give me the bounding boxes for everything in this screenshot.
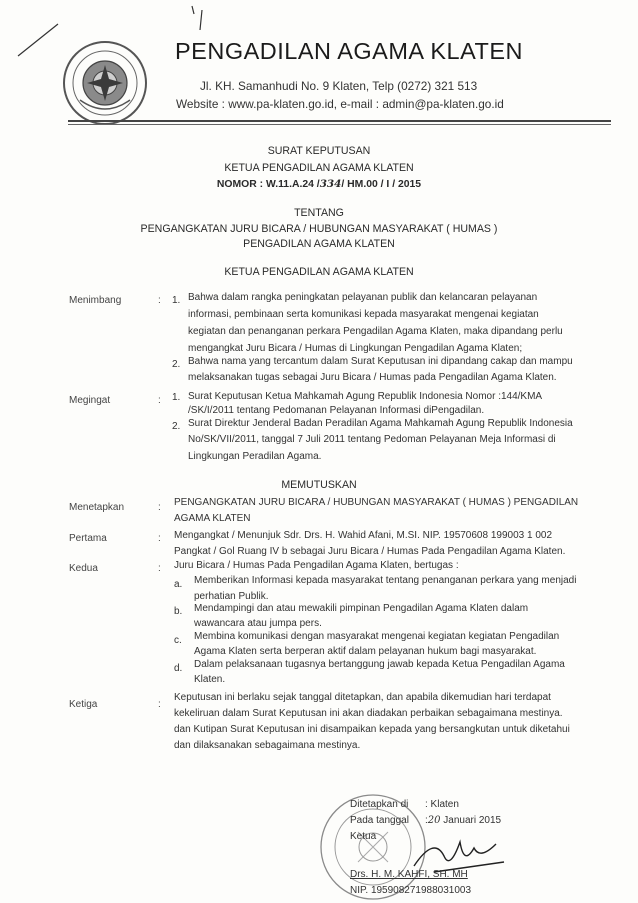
menimbang-item-2-line-1: Bahwa nama yang tercantum dalam Surat Keputusan ini dipandang cakap dan mampu [188, 356, 573, 367]
kedua-a-line-1: Memberikan Informasi kepada masyarakat tentang penanganan perkara yang menjadi [194, 575, 577, 586]
mengingat-item-2-line-1: Surat Direktur Jenderal Badan Peradilan Agama Mahkamah Agung Republik Indonesia [188, 418, 573, 429]
pertama-line-1: Mengangkat / Menunjuk Sdr. Drs. H. Wahid Afani, M.SI. NIP. 19570608 199003 1 002 [174, 530, 553, 541]
menetapkan-line-2: AGAMA KLATEN [174, 513, 251, 524]
handwritten-day: 20 [427, 815, 441, 826]
mengingat-item-2-line-3: Lingkungan Peradilan Agama. [188, 451, 322, 462]
menimbang-item-1-line-1: Bahwa dalam rangka peningkatan pelayanan publik dan kelancaran pelayanan [188, 292, 538, 303]
menimbang-item-2-number: 2. [172, 359, 181, 370]
mengingat-item-1-line-2: /SK/I/2011 tentang Pedomanan Pelayanan Informasi diPengadilan. [188, 405, 485, 416]
mengingat-item-1-number: 1. [172, 392, 181, 403]
ketiga-label: Ketiga [69, 699, 98, 710]
kedua-c-marker: c. [174, 635, 182, 646]
header-rule-thin [68, 124, 611, 125]
pen-stroke-mark-top [188, 4, 208, 34]
decree-subject-line-2: PENGADILAN AGAMA KLATEN [243, 238, 395, 250]
court-title: PENGADILAN AGAMA KLATEN [175, 38, 524, 64]
court-seal [62, 40, 148, 126]
kedua-colon: : [158, 563, 161, 574]
signer-name: Drs. H. M. KAHFI, SH. MH [350, 869, 468, 880]
kedua-c-line-2: Agama Klaten serta berperan aktif dalam pelayanan hukum bagi masyarakat. [194, 646, 537, 657]
menetapkan-line-1: PENGANGKATAN JURU BICARA / HUBUNGAN MASYARAKAT ( HUMAS ) PENGADILAN [174, 497, 579, 508]
menimbang-item-1-line-4: mengangkat Juru Bicara / Humas di Lingkungan Pengadilan Agama Klaten; [188, 343, 523, 354]
menimbang-item-1-line-2: informasi, pembinaan serta komunikasi kepada masyarakat mengenai kegiatan [188, 309, 539, 320]
ketua-sign-label: Ketua [350, 831, 377, 842]
ditetapkan-value: : Klaten [425, 799, 459, 810]
signer-nip: NIP. 195908271988031003 [350, 885, 472, 896]
menetapkan-colon: : [158, 502, 161, 513]
kedua-b-line-2: wawancara atau jumpa pers. [194, 618, 322, 629]
decree-number: NOMOR : W.11.A.24 /334/ HM.00 / I / 2015 [216, 178, 422, 190]
ketiga-colon: : [158, 699, 161, 710]
mengingat-item-2-number: 2. [172, 421, 181, 432]
pertama-label: Pertama [69, 533, 107, 544]
menetapkan-label: Menetapkan [69, 502, 125, 513]
header-rule-thick [68, 120, 611, 122]
kedua-a-line-2: perhatian Publik. [194, 591, 269, 602]
ditetapkan-label: Ditetapkan di [350, 799, 409, 810]
kedua-c-line-1: Membina komunikasi dengan masyarakat mengenai kegiatan kegiatan Pengadilan [194, 631, 560, 642]
menimbang-colon: : [158, 295, 161, 306]
court-address: Jl. KH. Samanhudi No. 9 Klaten, Telp (0272) 321 513 [200, 79, 478, 93]
mengingat-item-2-line-2: No/SK/VII/2011, tanggal 7 Juli 2011 tentang Pedoman Pelayanan Meja Informasi di [188, 434, 556, 445]
decree-issuer: KETUA PENGADILAN AGAMA KLATEN [224, 162, 414, 174]
handwritten-number: 334 [319, 178, 342, 190]
ketiga-line-1: Keputusan ini berlaku sejak tanggal ditetapkan, dan apabila dikemudian hari terdapat [174, 692, 551, 703]
menimbang-item-1-number: 1. [172, 295, 181, 306]
decree-subject-line-1: PENGANGKATAN JURU BICARA / HUBUNGAN MASYARAKAT ( HUMAS ) [140, 223, 498, 235]
kedua-b-line-1: Mendampingi dan atau mewakili pimpinan Pengadilan Agama Klaten dalam [194, 603, 529, 614]
kedua-label: Kedua [69, 563, 98, 574]
tanggal-value: :20 Januari 2015 [425, 815, 502, 826]
menimbang-item-1-line-3: kegiatan dan penanganan perkara Pengadilan Agama Klaten, maka dipandang perlu [188, 326, 563, 337]
tanggal-label: Pada tanggal [350, 815, 409, 826]
ketiga-line-3: dan Kutipan Surat Keputusan ini disampaikan kepada yang bersangkutan untuk diketahui [174, 724, 570, 735]
mengingat-item-1-line-1: Surat Keputusan Ketua Mahkamah Agung Republik Indonesia Nomor :144/KMA [188, 391, 543, 402]
pen-stroke-mark [14, 20, 74, 60]
menimbang-item-2-line-2: melaksanakan tugas sebagai Juru Bicara / Humas pada Pengadilan Agama Klaten. [188, 372, 557, 383]
memutuskan-heading: MEMUTUSKAN [281, 479, 357, 491]
kedua-a-marker: a. [174, 579, 183, 590]
kedua-d-line-1: Dalam pelaksanaan tugasnya bertanggung jawab kepada Ketua Pengadilan Agama [194, 659, 565, 670]
tentang-heading: TENTANG [294, 207, 344, 219]
court-website: Website : www.pa-klaten.go.id, e-mail : admin@pa-klaten.go.id [176, 97, 504, 111]
pertama-line-2: Pangkat / Gol Ruang IV b sebagai Juru Bicara / Humas Pada Pengadilan Agama Klaten. [174, 546, 566, 557]
decree-title: SURAT KEPUTUSAN [267, 145, 371, 157]
kedua-b-marker: b. [174, 606, 183, 617]
ketua-heading: KETUA PENGADILAN AGAMA KLATEN [224, 266, 414, 278]
kedua-intro: Juru Bicara / Humas Pada Pengadilan Agama Klaten, bertugas : [174, 560, 459, 571]
mengingat-label: Megingat [69, 395, 111, 406]
ketiga-line-2: kekeliruan dalam Surat Keputusan ini akan diadakan perbaikan sebagaimana mestinya. [174, 708, 563, 719]
menimbang-label: Menimbang [69, 295, 122, 306]
kedua-d-line-2: Klaten. [194, 674, 226, 685]
mengingat-colon: : [158, 395, 161, 406]
kedua-d-marker: d. [174, 663, 183, 674]
ketiga-line-4: dan dilaksanakan sebagaimana mestinya. [174, 740, 361, 751]
pertama-colon: : [158, 533, 161, 544]
